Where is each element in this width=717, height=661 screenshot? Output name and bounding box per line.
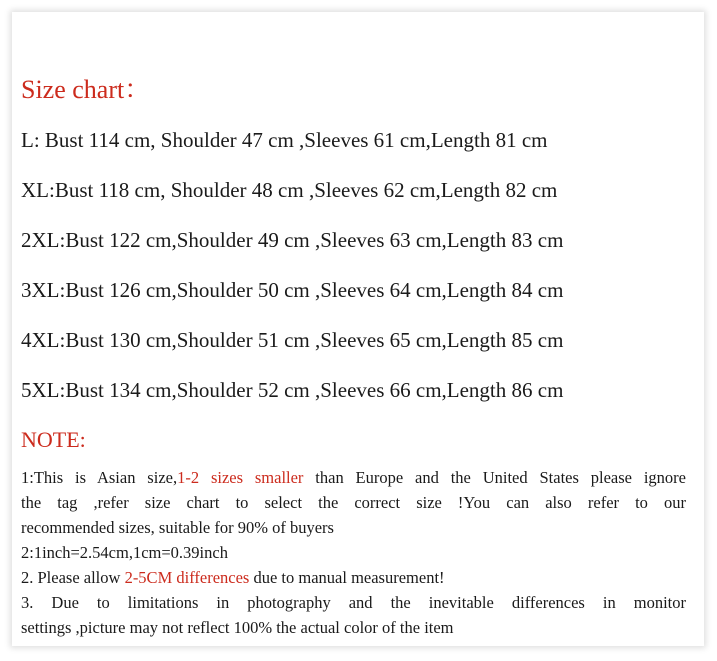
size-row-xl: XL:Bust 118 cm, Shoulder 48 cm ,Sleeves 62 cm,Length 82 cm (21, 178, 558, 202)
note-item1-suffix: than Europe and the United States please ignore (303, 468, 686, 487)
note-item3-suffix: due to manual measurement! (249, 568, 445, 587)
note-item3 (21, 565, 445, 590)
size-row-l: L: Bust 114 cm, Shoulder 47 cm ,Sleeves 61 cm,Length 81 cm (21, 128, 548, 152)
note-title: NOTE: (21, 427, 86, 452)
note-item4-line1: 3. Due to limitations in photography and the inevitable differences in monitor (21, 593, 686, 612)
note-item2: 2:1inch=2.54cm,1cm=0.39inch (21, 543, 228, 562)
note-item4-line2: settings ,picture may not reflect 100% the actual color of the item (21, 618, 454, 637)
size-row-3xl: 3XL:Bust 126 cm,Shoulder 50 cm ,Sleeves 64 cm,Length 84 cm (21, 278, 564, 302)
size-row-5xl: 5XL:Bust 134 cm,Shoulder 52 cm ,Sleeves 66 cm,Length 86 cm (21, 378, 564, 402)
note-item1-line3: recommended sizes, suitable for 90% of buyers (21, 518, 334, 537)
note-item1-line2: the tag ,refer size chart to select the correct size !You can also refer to our (21, 493, 686, 512)
note-item1-line1 (21, 465, 686, 490)
note-item3-highlight: 2-5CM differences (124, 568, 250, 587)
size-row-4xl: 4XL:Bust 130 cm,Shoulder 51 cm ,Sleeves 65 cm,Length 85 cm (21, 328, 564, 352)
size-chart-title: Size chart： (21, 75, 151, 104)
note-item3-prefix: 2. Please allow (21, 568, 125, 587)
note-item1-prefix: 1:This is Asian size, (21, 468, 178, 487)
size-row-2xl: 2XL:Bust 122 cm,Shoulder 49 cm ,Sleeves 63 cm,Length 83 cm (21, 228, 564, 252)
note-item1-highlight: 1-2 sizes smaller (177, 468, 304, 487)
